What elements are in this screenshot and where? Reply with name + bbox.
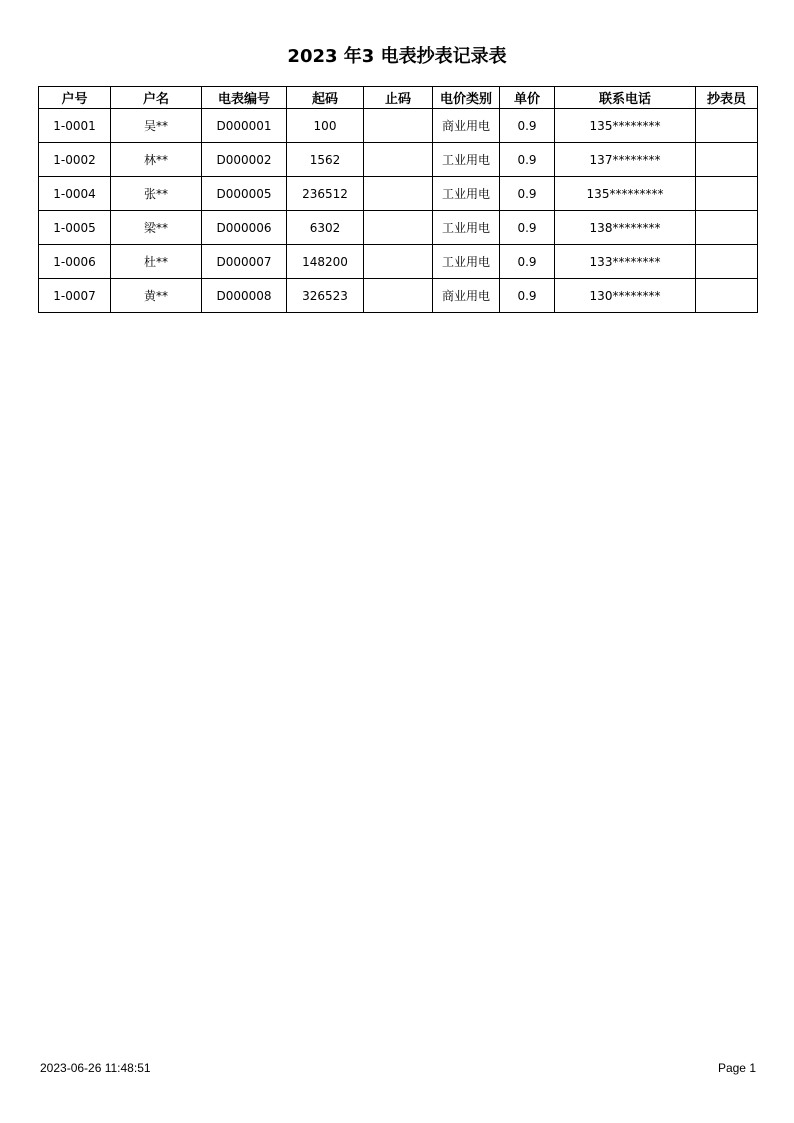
header-account-no: 户号: [39, 87, 111, 109]
cell-unit-price: 0.9: [500, 177, 555, 211]
print-timestamp: 2023-06-26 11:48:51: [40, 1061, 151, 1075]
page-number: Page 1: [717, 1061, 756, 1075]
header-price-category: 电价类别: [433, 87, 500, 109]
cell-account-name: 吴**: [111, 109, 202, 143]
cell-reader: [696, 211, 758, 245]
cell-end-reading: [364, 279, 433, 313]
cell-end-reading: [364, 143, 433, 177]
header-account-name: 户名: [111, 87, 202, 109]
header-unit-price: 单价: [500, 87, 555, 109]
table-row: [39, 279, 758, 313]
cell-end-reading: [364, 109, 433, 143]
table-row: [39, 177, 758, 211]
cell-reader: [696, 279, 758, 313]
header-meter-id: 电表编号: [202, 87, 287, 109]
cell-unit-price: 0.9: [500, 245, 555, 279]
cell-reader: [696, 245, 758, 279]
table-header-row: [39, 87, 758, 109]
cell-price-category: 工业用电: [433, 177, 500, 211]
cell-end-reading: [364, 211, 433, 245]
cell-reader: [696, 177, 758, 211]
page-title: 2023 年3 电表抄表记录表: [287, 46, 507, 67]
cell-phone: 135********: [555, 109, 696, 143]
cell-meter-id: D000006: [202, 211, 287, 245]
cell-meter-id: D000001: [202, 109, 287, 143]
cell-price-category: 商业用电: [433, 109, 500, 143]
cell-phone: 138********: [555, 211, 696, 245]
cell-meter-id: D000008: [202, 279, 287, 313]
cell-reader: [696, 109, 758, 143]
cell-account-name: 梁**: [111, 211, 202, 245]
cell-price-category: 工业用电: [433, 143, 500, 177]
cell-unit-price: 0.9: [500, 109, 555, 143]
cell-start-reading: 148200: [287, 245, 364, 279]
cell-price-category: 商业用电: [433, 279, 500, 313]
cell-account-no: 1-0005: [39, 211, 111, 245]
cell-end-reading: [364, 245, 433, 279]
cell-meter-id: D000007: [202, 245, 287, 279]
cell-end-reading: [364, 177, 433, 211]
table-row: [39, 143, 758, 177]
header-reader: 抄表员: [696, 87, 758, 109]
cell-account-no: 1-0006: [39, 245, 111, 279]
cell-account-name: 林**: [111, 143, 202, 177]
table-row: [39, 211, 758, 245]
cell-unit-price: 0.9: [500, 143, 555, 177]
cell-account-no: 1-0004: [39, 177, 111, 211]
cell-account-no: 1-0002: [39, 143, 111, 177]
header-start-reading: 起码: [287, 87, 364, 109]
cell-account-name: 张**: [111, 177, 202, 211]
cell-account-name: 黄**: [111, 279, 202, 313]
cell-unit-price: 0.9: [500, 211, 555, 245]
cell-price-category: 工业用电: [433, 211, 500, 245]
cell-phone: 137********: [555, 143, 696, 177]
meter-reading-table: [38, 86, 758, 313]
table-row: [39, 109, 758, 143]
cell-phone: 133********: [555, 245, 696, 279]
cell-account-name: 杜**: [111, 245, 202, 279]
cell-start-reading: 100: [287, 109, 364, 143]
cell-unit-price: 0.9: [500, 279, 555, 313]
cell-start-reading: 6302: [287, 211, 364, 245]
cell-account-no: 1-0007: [39, 279, 111, 313]
cell-meter-id: D000005: [202, 177, 287, 211]
table-row: [39, 245, 758, 279]
cell-account-no: 1-0001: [39, 109, 111, 143]
cell-start-reading: 326523: [287, 279, 364, 313]
header-end-reading: 止码: [364, 87, 433, 109]
cell-phone: 135*********: [555, 177, 696, 211]
cell-start-reading: 236512: [287, 177, 364, 211]
header-phone: 联系电话: [555, 87, 696, 109]
cell-reader: [696, 143, 758, 177]
cell-meter-id: D000002: [202, 143, 287, 177]
cell-price-category: 工业用电: [433, 245, 500, 279]
cell-start-reading: 1562: [287, 143, 364, 177]
cell-phone: 130********: [555, 279, 696, 313]
